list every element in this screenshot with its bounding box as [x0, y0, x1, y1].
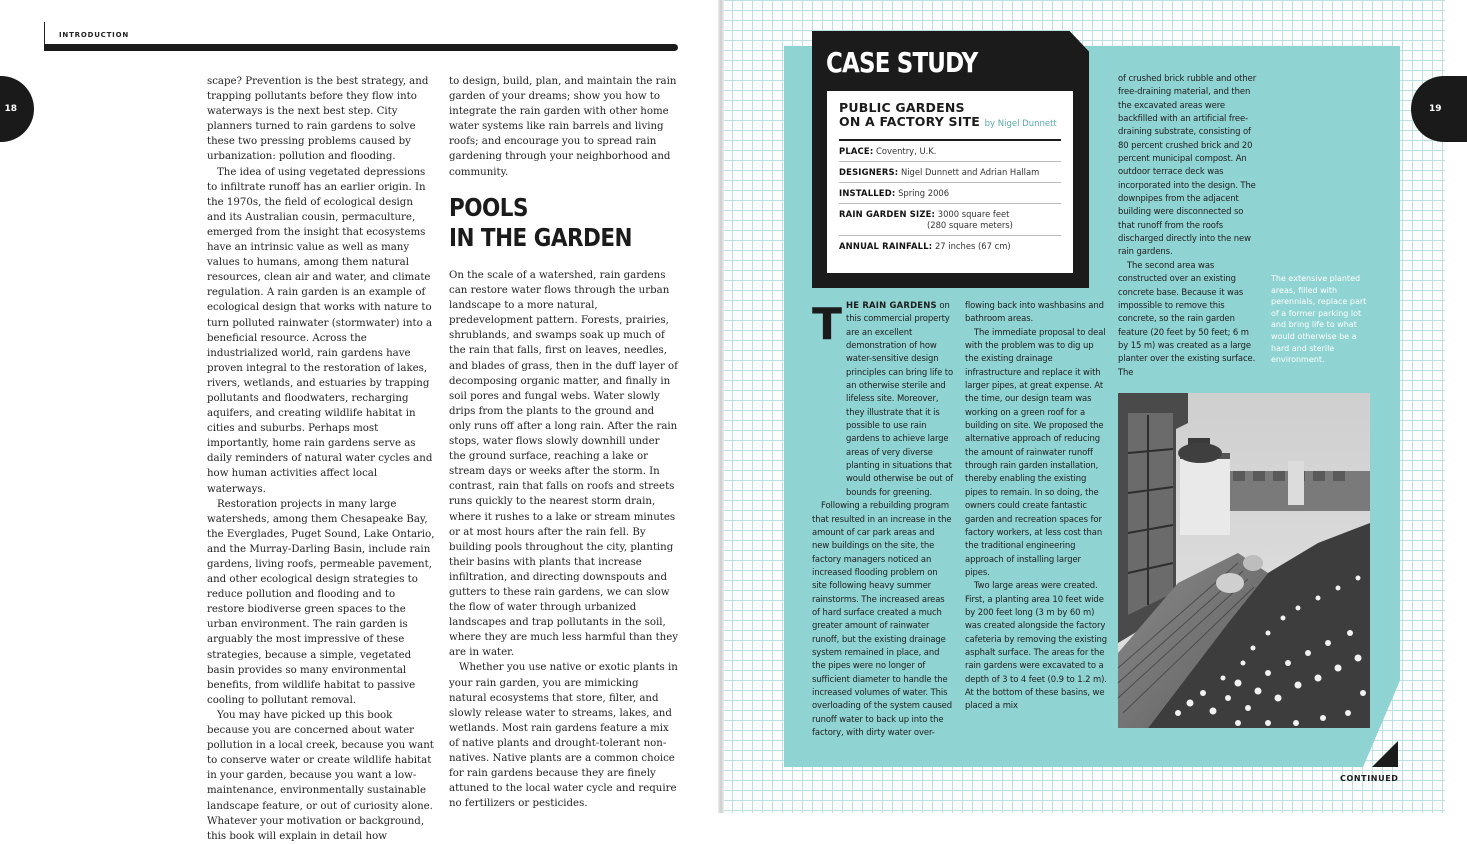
case-study-label: CASE STUDY — [826, 46, 978, 79]
fact-key: INSTALLED: — [839, 188, 896, 198]
fact-installed — [839, 183, 1061, 204]
paragraph: to design, build, plan, and maintain the rain garden of your dreams; show you how to integrate the rain garden with other home water systems like rain barrels and living roofs; and encourage you to spread rain gardening through your neighborhood and community. — [449, 76, 677, 178]
heading-line-1: POOLS — [449, 193, 528, 222]
paragraph: of crushed brick rubble and other free-draining material, and then the excavated areas were backfilled with an artificial free-draining substrate, consisting of 80 percent crushed brick and 20 percent municipal compost. An outdoor terrace deck was incorporated into the design. The downpipes from the adjacent building were disconnected so that runoff from the roofs discharged directly into the new rain gardens. — [1118, 73, 1257, 257]
running-header — [44, 22, 129, 44]
fact-place — [839, 141, 1061, 162]
fact-key: RAIN GARDEN SIZE: — [839, 209, 936, 219]
case-title-line-2 — [839, 115, 1061, 132]
left-column-1 — [207, 74, 435, 844]
drop-cap: T — [812, 299, 843, 350]
paragraph: The immediate proposal to deal with the problem was to dig up the existing drainage infrastructure and replace it with larger pipes, at great expense. At the time, our design team was working on a green roof for a building on site. We proposed the alternative approach of reducing the amount of rainwater runoff through rain garden installation, thereby enabling the existing pipes to remain. In so doing, the owners could create fantastic garden and recreation spaces for factory workers, at less cost than the traditional engineering approach of installing larger pipes. — [965, 326, 1106, 577]
paragraph: The second area was constructed over an existing concrete base. Because it was impossible to remove this concrete, so the rain garden feature (20 feet by 50 feet; 6 m by 15 m) was created as a large planter over the existing surface. The — [1118, 259, 1256, 377]
header-rule — [44, 44, 678, 51]
fact-value: Nigel Dunnett and Adrian Hallam — [900, 167, 1040, 177]
paragraph: Restoration projects in many large watersheds, among them Chesapeake Bay, the Everglades, Puget Sound, Lake Ontario, and the Murray-Darling Basin, include rain gardens, living roofs, permeable pavement, and other ecological design strategies to reduce pollution and flooding and to restore biodiverse green spaces to the urban environment. The rain garden is arguably the most impressive of these strategies, because a simple, vegetated basin provides so many environmental benefits, from wildlife habitat to passive cooling to pollutant removal. — [207, 498, 435, 706]
fact-designers — [839, 162, 1061, 183]
fact-value-2: (280 square meters) — [927, 220, 1013, 230]
case-study-title — [839, 101, 1061, 131]
fact-key: PLACE: — [839, 146, 874, 156]
section-heading — [449, 193, 647, 253]
photo-caption: The extensive planted areas, filled with perennials, replace part of a former parking lot and bring life to what would otherwise be a hard and sterile environment. — [1271, 274, 1367, 365]
paragraph: You may have picked up this book because you are concerned about water pollution in a local creek, because you want to conserve water or create wildlife habitat in your garden, because you want a low-maintenance, environmentally sustainable landscape feature, or out of curiosity alone. Whatever your motivation or background, this book will explain in detail how — [207, 709, 434, 842]
lead-in: HE RAIN GARDENS — [846, 300, 937, 310]
case-column-3 — [1118, 72, 1260, 379]
book-gutter — [718, 0, 724, 813]
case-column-1 — [812, 299, 954, 739]
fact-value: 3000 square feet — [937, 209, 1010, 219]
page-number-left-text: 18 — [4, 104, 17, 114]
fact-value: Spring 2006 — [898, 188, 950, 198]
paragraph: The idea of using vegetated depressions to infiltrate runoff has an earlier origin. In the 1970s, the field of ecological design and its Australian cousin, permaculture, emerged from the insight that ecosystems have an intrinsic value as well as many values to humans, among them natural resources, clean air and water, and climate regulation. A rain garden is an example of ecological design that works with nature to turn polluted rainwater (stormwater) into a beneficial resource. Across the industrialized world, rain gardens have proven integral to the restoration of lakes, rivers, wetlands, and estuaries by trapping pollutants and floodwaters, recharging aquifers, and creating wildlife habitat in cities and suburbs. Perhaps most importantly, home rain gardens serve as daily reminders of natural water cycles and how human activities affect local waterways. — [207, 166, 433, 495]
fact-key: ANNUAL RAINFALL: — [839, 241, 933, 251]
fact-value: Coventry, U.K. — [876, 146, 937, 156]
case-byline: by Nigel Dunnett — [984, 118, 1057, 129]
case-title-line-1: PUBLIC GARDENS — [839, 100, 965, 115]
paragraph: Following a rebuilding program that resulted in an increase in the amount of car park areas and new buildings on the site, the factory managers noticed an increased flooding problem on site following heavy summer rainstorms. The increased areas of hard surface created a much greater amount of rainwater runoff, but the existing drainage system remained in place, and the pipes were no longer of sufficient diameter to handle the increased volumes of water. This overloading of the system caused runoff water to back up into the factory, with dirty water over- — [812, 500, 953, 737]
paragraph: Whether you use native or exotic plants in your rain garden, you are mimicking natural ecosystems that store, filter, and slowly release water to streams, lakes, and wetlands. Most rain gardens feature a mix of native plants and drought-tolerant non-natives. Native plants are a common choice for rain gardens because they are finely attuned to the local water cycle and require no fertilizers or pesticides. — [449, 662, 678, 810]
case-column-2 — [965, 299, 1107, 713]
left-column-2 — [449, 268, 679, 811]
section-label: INTRODUCTION — [59, 31, 129, 39]
page-number-right-text: 19 — [1429, 104, 1442, 114]
paragraph — [812, 299, 954, 499]
paragraph: flowing back into washbasins and bathroom areas. — [965, 300, 1104, 324]
paragraph: On the scale of a watershed, rain gardens can restore water flows through the urban landscape to a more natural, predevelopment pattern. Forests, prairies, shrublands, and swamps soak up much of the rain that falls, first on leaves, needles, and blades of grass, then in the duff layer of decomposing organic matter, and finally in soil pores and fungal webs. Water slowly drips from the plants to the ground and only runs off after a long rain. After the rain stops, water flows slowly downhill under the ground surface, reaching a lake or stream days or weeks after the storm. In contrast, rain that falls on roofs and streets runs quickly to the nearest storm drain, where it rushes to a lake or stream minutes or at most hours after the rain fell. By building pools throughout the city, planting their basins with plants that increase infiltration, and directing downspouts and gutters to these rain gardens, we can slow the flow of water through urbanized landscapes and trap pollutants in the soil, where they are much less harmful than they are in water. — [449, 270, 679, 659]
paragraph: Two large areas were created. First, a planting area 10 feet wide by 200 feet long (3 m by 60 m) was created alongside the factory cafeteria by removing the existing asphalt surface. The areas for the rain gardens were excavated to a depth of 3 to 4 feet (0.9 to 1.2 m). At the bottom of these basins, we placed a mix — [965, 580, 1108, 711]
left-column-2-top — [449, 74, 679, 180]
paragraph-text: on this commercial property are an excellent demonstration of how water-sensitive design principles can bring life to an otherwise sterile and lifeless site. Moreover, they illustrate that it is possible to use rain gardens to achieve large areas of very diverse planting in situations that would otherwise be out of bounds for greening. — [846, 300, 954, 497]
continued-label: CONTINUED — [1340, 774, 1399, 783]
garden-photo-illustration — [1118, 393, 1370, 728]
case-title-line-2-text: ON A FACTORY SITE — [839, 113, 981, 129]
fact-key: DESIGNERS: — [839, 167, 899, 177]
paragraph: scape? Prevention is the best strategy, and trapping pollutants before they flow into waterways is the next best step. City planners turned to rain gardens to solve these two pressing problems caused by urbanization: pollution and flooding. — [207, 76, 429, 163]
fact-size — [839, 204, 1061, 236]
heading-line-2: IN THE GARDEN — [449, 223, 632, 252]
fact-rainfall — [839, 236, 1061, 256]
fact-value: 27 inches (67 cm) — [934, 241, 1011, 251]
garden-photo — [1118, 393, 1370, 728]
continued-triangle — [1372, 741, 1398, 767]
case-study-card — [827, 91, 1073, 273]
